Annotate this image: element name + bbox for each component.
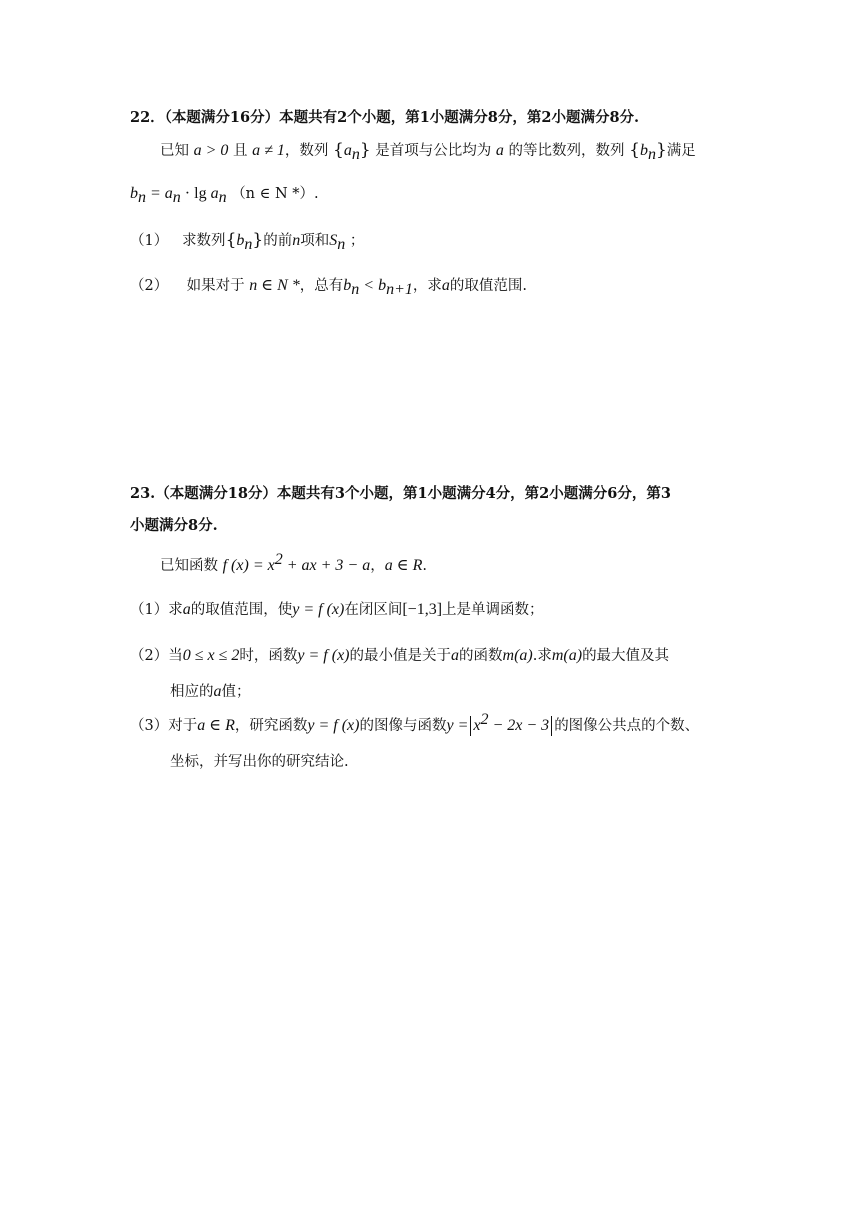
q23-stem: 已知函数 f $(x) = x^2$ + ax + 3 − a，a ∈ R. (160, 551, 427, 574)
q22-part1: （1） 求数列$\{b_n\}$的前n项和$S_n$ ； (130, 230, 365, 253)
q22-formula: $b_n = a_n \cdot \lg a_n$ （n ∈ N *）. (130, 185, 319, 206)
q22-header: 22．（本题满分16分）本题共有2个小题，第1小题满分8分，第2小题满分8分. (130, 109, 640, 126)
q23-part1: （1）求a的取值范围，使y = f (x)在闭区间[−1,3]上是单调函数； (130, 601, 544, 618)
q23-header-line2: 小题满分8分. (130, 517, 218, 534)
abs-right-bar (551, 716, 552, 736)
q23-part3-line2: 坐标，并写出你的研究结论. (170, 754, 349, 770)
q23-part2: （2）当0 ≤ x ≤ 2时，函数y = f (x)的最小值是关于a的函数m(a).求m(a)的最大值及其 (130, 647, 670, 664)
q22-part2: （2） 如果对于 n ∈ N *，总有$b_n < b_{n+1}$，求a的取值范围. (130, 277, 527, 298)
q23-header-line1: 23.（本题满分18分）本题共有3个小题，第1小题满分4分，第2小题满分6分，第3 (130, 485, 671, 502)
q23-part3: （3）对于a ∈ R，研究函数y = f (x)的图像与函数$y = x^2 - 2x - 3$ 的图像公共点的个数、 (130, 711, 700, 734)
q23-part2-line2: 相应的a值； (170, 683, 251, 700)
abs-left-bar (470, 716, 471, 736)
q22-stem: 已知 a > 0 且 a ≠ 1，数列 $\{a_n\}$ 是首项与公比均为 a 的等比数列，数列 $\{b_n\}$满足 (160, 140, 696, 163)
